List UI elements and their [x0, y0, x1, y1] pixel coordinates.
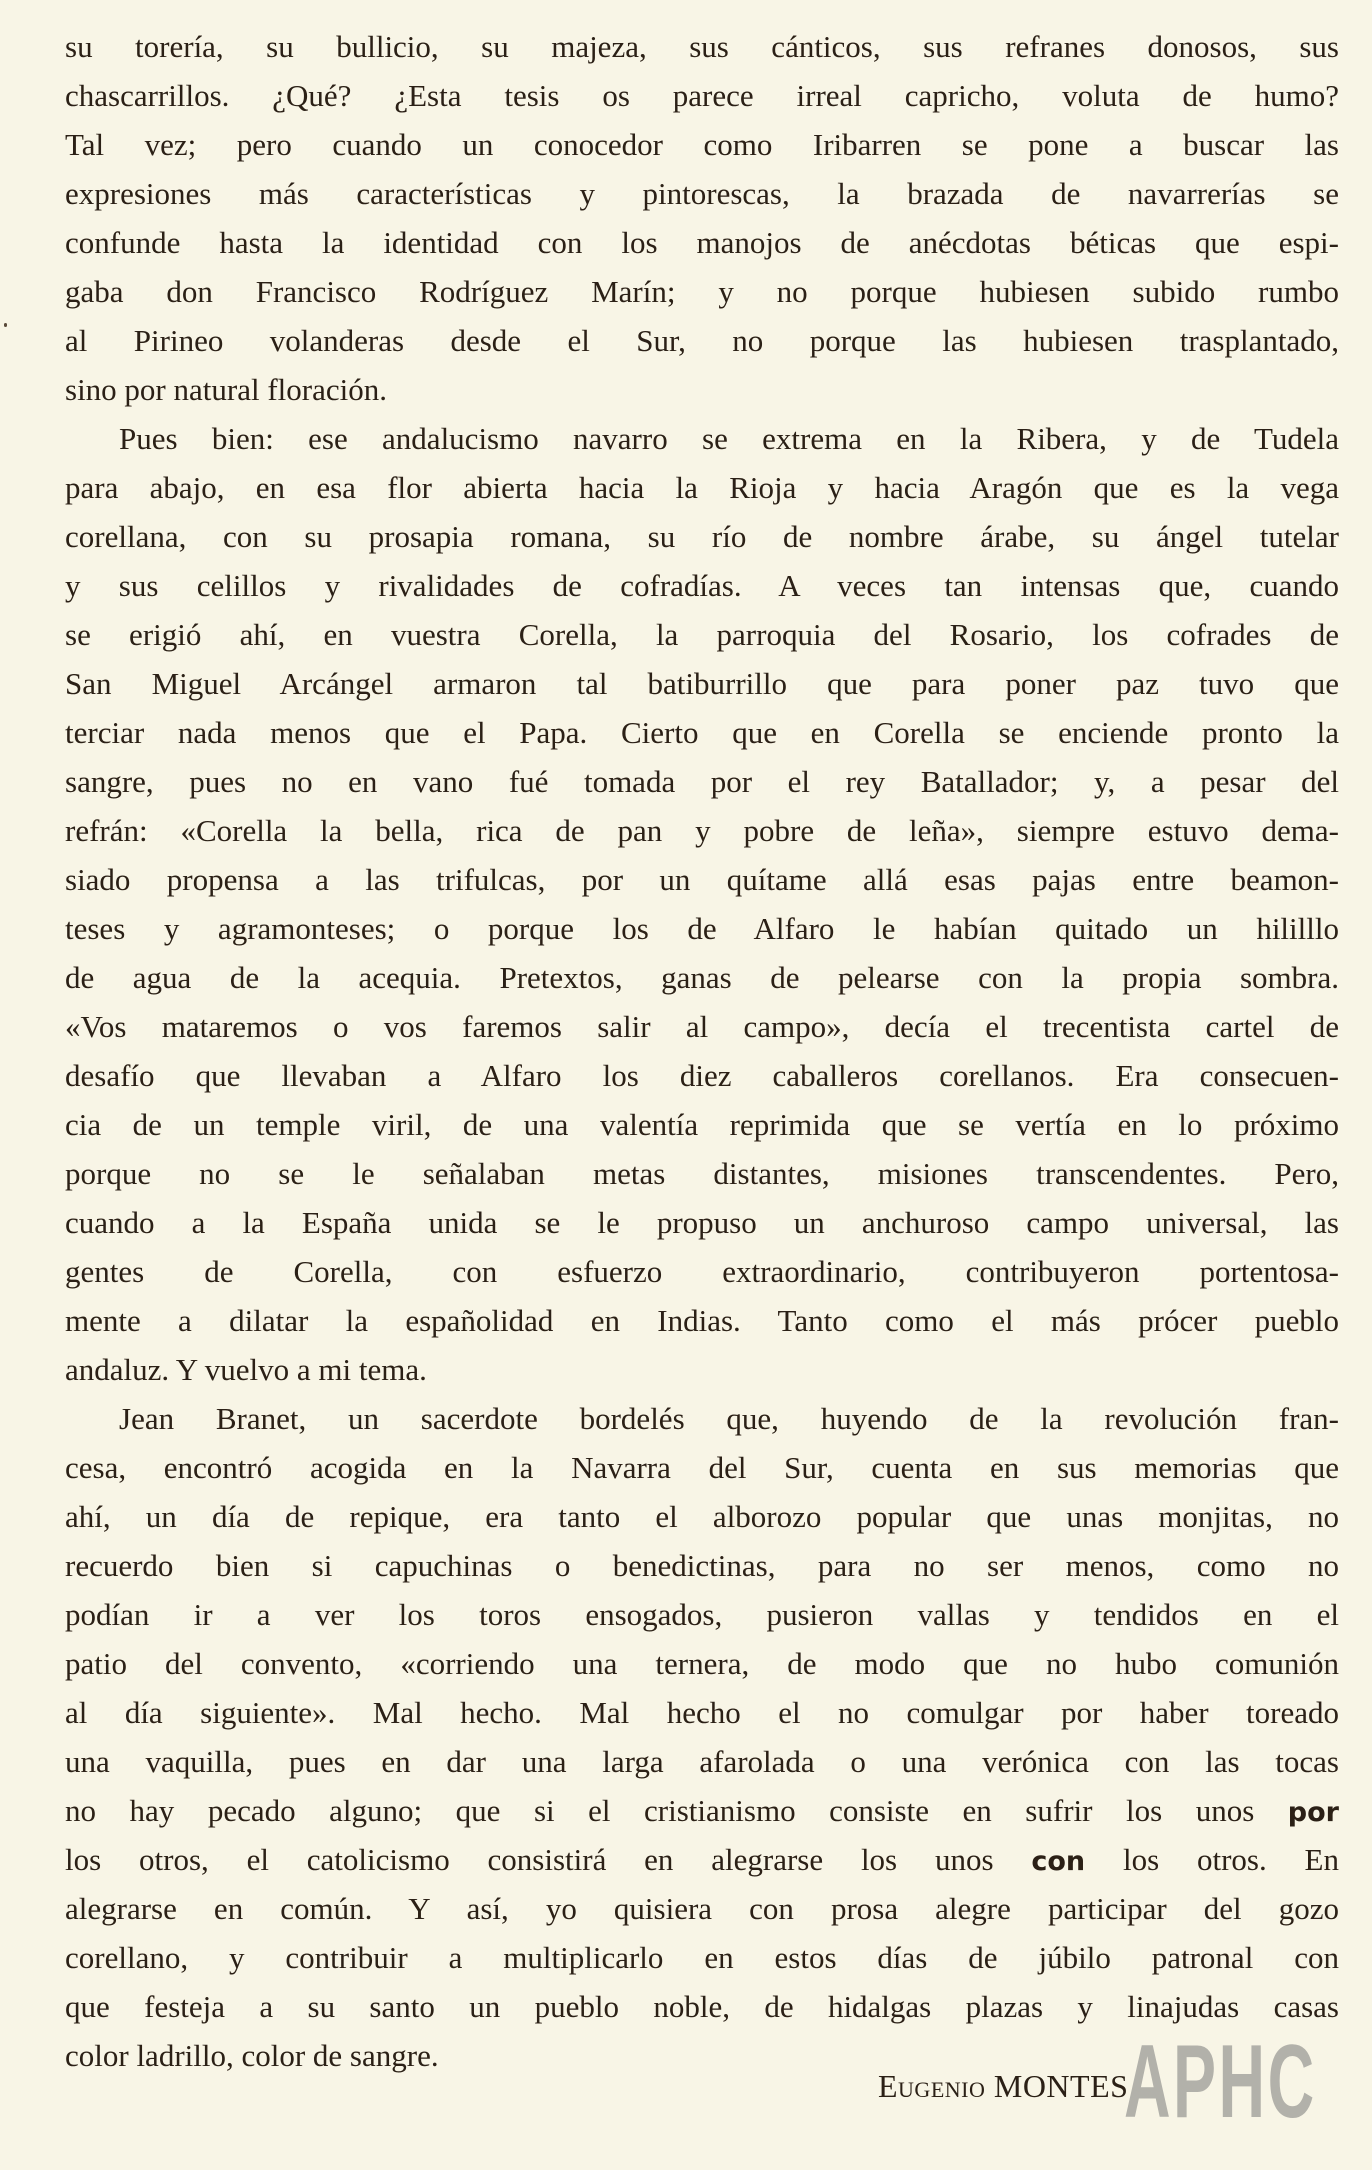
text-line-content: los otros. En — [1085, 1842, 1339, 1877]
text-line — [65, 1590, 1339, 1639]
text-line — [65, 659, 1339, 708]
text-line-content: confunde hasta la identidad con los manojos de anécdotas béticas que espi- — [65, 225, 1339, 260]
text-line-content: gaba don Francisco Rodríguez Marín; y no porque hubiesen subido rumbo — [65, 274, 1339, 309]
text-line — [65, 1394, 1339, 1443]
text-line — [65, 22, 1339, 71]
text-line — [65, 1149, 1339, 1198]
text-line-content: podían ir a ver los toros ensogados, pusieron vallas y tendidos en el — [65, 1597, 1339, 1632]
text-line — [65, 1541, 1339, 1590]
text-line-content: sangre, pues no en vano fué tomada por el rey Batallador; y, a pesar del — [65, 764, 1339, 799]
text-line-content: patio del convento, «corriendo una ternera, de modo que no hubo comunión — [65, 1646, 1339, 1681]
text-line-content: para abajo, en esa flor abierta hacia la Rioja y hacia Aragón que es la vega — [65, 470, 1339, 505]
text-line-content: mente a dilatar la españolidad en Indias. Tanto como el más prócer pueblo — [65, 1303, 1339, 1338]
text-line-content: corellano, y contribuir a multiplicarlo en estos días de júbilo patronal con — [65, 1940, 1339, 1975]
text-line — [65, 953, 1339, 1002]
text-line — [65, 316, 1339, 365]
text-line — [65, 904, 1339, 953]
text-line-content: no hay pecado alguno; que si el cristianismo consiste en sufrir los unos — [65, 1793, 1288, 1828]
text-line-content: cesa, encontró acogida en la Navarra del Sur, cuenta en sus memorias que — [65, 1450, 1339, 1485]
text-line-content: al Pirineo volanderas desde el Sur, no porque las hubiesen trasplantado, — [65, 323, 1339, 358]
emphasized-word: por — [1287, 1797, 1339, 1828]
text-line-content: se erigió ahí, en vuestra Corella, la parroquia del Rosario, los cofrades de — [65, 617, 1339, 652]
text-line — [65, 365, 1339, 414]
text-line-content: cia de un temple viril, de una valentía reprimida que se vertía en lo próximo — [65, 1107, 1339, 1142]
text-line-content: teses y agramonteses; o porque los de Alfaro le habían quitado un hililllo — [65, 911, 1339, 946]
text-line — [65, 414, 1339, 463]
text-line-content: y sus celillos y rivalidades de cofradías. A veces tan intensas que, cuando — [65, 568, 1339, 603]
text-line — [65, 561, 1339, 610]
text-line-content: chascarrillos. ¿Qué? ¿Esta tesis os parece irreal capricho, voluta de humo? — [65, 78, 1339, 113]
text-line — [65, 1492, 1339, 1541]
text-line-content: refrán: «Corella la bella, rica de pan y pobre de leña», siempre estuvo dema- — [65, 813, 1339, 848]
text-line — [65, 855, 1339, 904]
text-line-content: siado propensa a las trifulcas, por un quítame allá esas pajas entre beamon- — [65, 862, 1339, 897]
text-line-content: de agua de la acequia. Pretextos, ganas de pelearse con la propia sombra. — [65, 960, 1339, 995]
text-line — [65, 71, 1339, 120]
text-line-content: su torería, su bullicio, su majeza, sus cánticos, sus refranes donosos, sus — [65, 29, 1339, 64]
text-line — [65, 757, 1339, 806]
text-line — [65, 1639, 1339, 1688]
text-line-content: andaluz. Y vuelvo a mi tema. — [65, 1352, 427, 1387]
text-line-content: una vaquilla, pues en dar una larga afarolada o una verónica con las tocas — [65, 1744, 1339, 1779]
text-line — [65, 1100, 1339, 1149]
text-line — [65, 1688, 1339, 1737]
text-line-content: recuerdo bien si capuchinas o benedictinas, para no ser menos, como no — [65, 1548, 1339, 1583]
text-line-content: Jean Branet, un sacerdote bordelés que, huyendo de la revolución fran- — [119, 1401, 1339, 1436]
text-line — [65, 1443, 1339, 1492]
emphasized-word: con — [1031, 1846, 1086, 1877]
text-line — [65, 1051, 1339, 1100]
text-line — [65, 1198, 1339, 1247]
text-line — [65, 1296, 1339, 1345]
text-line — [65, 267, 1339, 316]
text-line-content: San Miguel Arcángel armaron tal batiburrillo que para poner paz tuvo que — [65, 666, 1339, 701]
text-line-content: gentes de Corella, con esfuerzo extraordinario, contribuyeron portentosa- — [65, 1254, 1339, 1289]
text-line — [65, 1884, 1339, 1933]
text-line — [65, 1002, 1339, 1051]
text-line-content: Pues bien: ese andalucismo navarro se extrema en la Ribera, y de Tudela — [119, 421, 1339, 456]
author-signature: Eugenio MONTES — [878, 2068, 1129, 2104]
paper-speck — [4, 323, 7, 327]
text-line-content: cuando a la España unida se le propuso un anchuroso campo universal, las — [65, 1205, 1339, 1240]
article-body — [65, 22, 1339, 2080]
text-line-content: expresiones más características y pintorescas, la brazada de navarrerías se — [65, 176, 1339, 211]
watermark-logo: APHC — [1124, 2024, 1317, 2140]
text-line — [65, 512, 1339, 561]
text-line — [65, 1345, 1339, 1394]
text-line-content: los otros, el catolicismo consistirá en alegrarse los unos — [65, 1842, 1032, 1877]
text-line — [65, 1933, 1339, 1982]
text-line — [65, 610, 1339, 659]
text-line-content: Tal vez; pero cuando un conocedor como Iribarren se pone a buscar las — [65, 127, 1339, 162]
text-line-content: que festeja a su santo un pueblo noble, de hidalgas plazas y linajudas casas — [65, 1989, 1339, 2024]
text-line-content: al día siguiente». Mal hecho. Mal hecho el no comulgar por haber toreado — [65, 1695, 1339, 1730]
text-line — [65, 218, 1339, 267]
text-line-content: porque no se le señalaban metas distantes, misiones transcendentes. Pero, — [65, 1156, 1339, 1191]
text-line-content: «Vos mataremos o vos faremos salir al campo», decía el trecentista cartel de — [65, 1009, 1339, 1044]
text-line — [65, 806, 1339, 855]
text-line-content: color ladrillo, color de sangre. — [65, 2038, 439, 2073]
text-line — [65, 708, 1339, 757]
text-line-content: corellana, con su prosapia romana, su río de nombre árabe, su ángel tutelar — [65, 519, 1339, 554]
text-line — [65, 120, 1339, 169]
text-line-content: sino por natural floración. — [65, 372, 387, 407]
text-line — [65, 1786, 1339, 1835]
text-line — [65, 463, 1339, 512]
text-line — [65, 169, 1339, 218]
text-line-content: ahí, un día de repique, era tanto el alborozo popular que unas monjitas, no — [65, 1499, 1339, 1534]
text-line — [65, 1737, 1339, 1786]
text-line-content: alegrarse en común. Y así, yo quisiera con prosa alegre participar del gozo — [65, 1891, 1339, 1926]
text-line-content: terciar nada menos que el Papa. Cierto que en Corella se enciende pronto la — [65, 715, 1339, 750]
text-line — [65, 1835, 1339, 1884]
text-line-content: desafío que llevaban a Alfaro los diez caballeros corellanos. Era consecuen- — [65, 1058, 1339, 1093]
text-line — [65, 1247, 1339, 1296]
